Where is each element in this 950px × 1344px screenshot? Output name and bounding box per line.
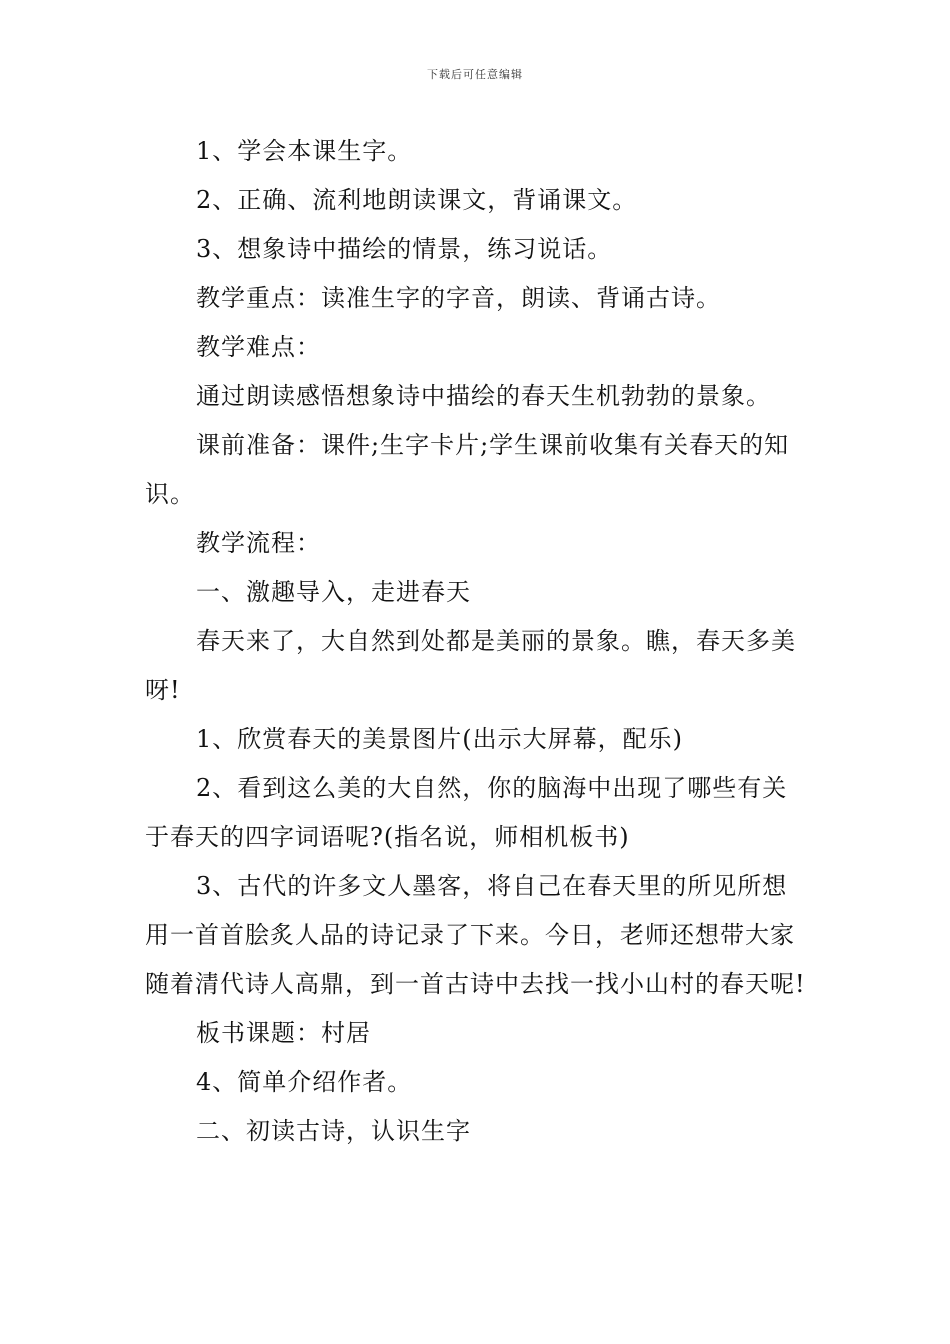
teaching-difficulty: 通过朗读感悟想象诗中描绘的春天生机勃勃的景象。 (196, 382, 771, 410)
board-title: 板书课题：村居 (196, 1019, 371, 1047)
process-heading: 教学流程： (196, 529, 321, 557)
objective-1: 1、学会本课生字。 (196, 137, 413, 165)
step-2: 2、看到这么美的大自然，你的脑海中出现了哪些有关于春天的四字词语呢?(指名说，师相机板书) (145, 774, 788, 851)
section-1-heading: 一、激趣导入，走进春天 (196, 578, 471, 606)
document-body (145, 127, 807, 1156)
intro-paragraph: 春天来了，大自然到处都是美丽的景象。瞧，春天多美呀! (145, 627, 796, 704)
step-1: 1、欣赏春天的美景图片(出示大屏幕，配乐) (196, 725, 683, 753)
section-2-heading: 二、初读古诗，认识生字 (196, 1117, 471, 1145)
objective-3: 3、想象诗中描绘的情景，练习说话。 (196, 235, 613, 263)
teaching-difficulty-heading: 教学难点： (196, 333, 321, 361)
step-3: 3、古代的许多文人墨客，将自己在春天里的所见所想用一首首脍炙人品的诗记录了下来。今日，老师还想带大家随着清代诗人高鼎，到一首古诗中去找一找小山村的春天呢! (145, 872, 806, 998)
page-header-note: 下载后可任意编辑 (427, 68, 523, 81)
step-4: 4、简单介绍作者。 (196, 1068, 413, 1096)
preparation: 课前准备：课件;生字卡片;学生课前收集有关春天的知识。 (145, 431, 790, 508)
teaching-focus: 教学重点：读准生字的字音，朗读、背诵古诗。 (196, 284, 721, 312)
objective-2: 2、正确、流利地朗读课文，背诵课文。 (196, 186, 638, 214)
